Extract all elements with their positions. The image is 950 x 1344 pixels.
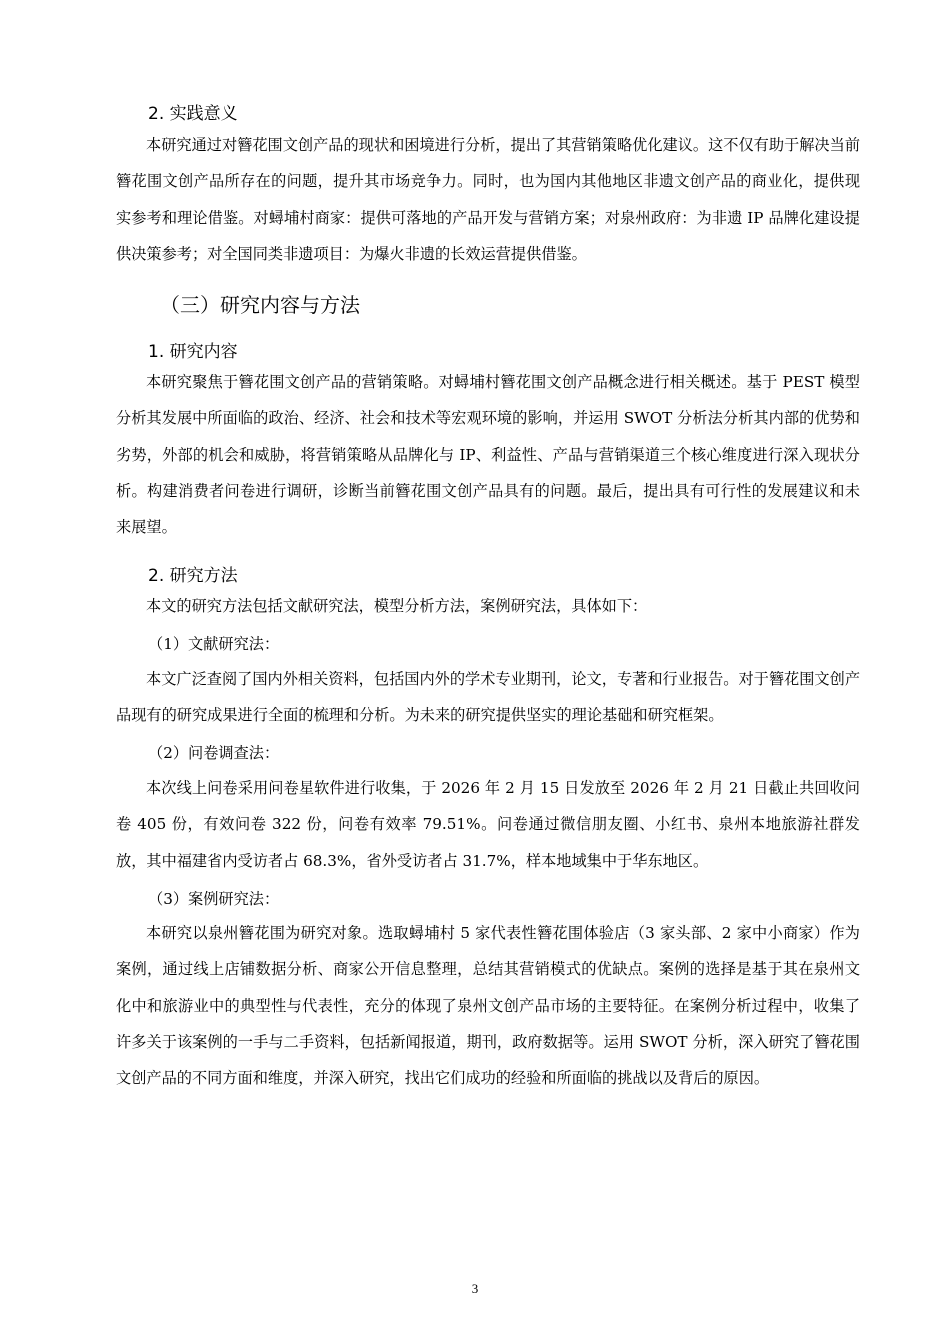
survey-method-heading: （2）问卷调查法： [148, 744, 280, 762]
research-method-intro: 本文的研究方法包括文献研究法，模型分析方法，案例研究法，具体如下： [146, 597, 648, 615]
literature-method-paragraph: 本文广泛查阅了国内外相关资料，包括国内外的学术专业期刊，论文，专著和行业报告。对于簪花围文创产品现有的研究成果进行全面的梳理和分析。为未来的研究提供坚实的理论基础和研究框架。 [116, 670, 860, 725]
research-content-heading: 1. 研究内容 [148, 342, 238, 362]
section-three-heading: （三）研究内容与方法 [160, 293, 360, 317]
case-method-paragraph: 本研究以泉州簪花围为研究对象。选取蟳埔村 5 家代表性簪花围体验店（3 家头部、2 家中小商家）作为案例，通过线上店铺数据分析、商家公开信息整理，总结其营销模式的优缺点。案例的选择是基于其在泉州文化中和旅游业中的典型性与代表性，充分的体现了泉州文创产品市场的主要特征。在案例分析过程中，收集了许多关于该案例的一手与二手资料，包括新闻报道，期刊，政府数据等。运用 SWOT 分析，深入研究了簪花围文创产品的不同方面和维度，并深入研究，找出它们成功的经验和所面临的挑战以及背后的原因。 [116, 924, 860, 1088]
page-number: 3 [471, 1281, 479, 1296]
literature-method-heading: （1）文献研究法： [148, 635, 280, 653]
practical-significance-heading: 2. 实践意义 [148, 104, 238, 124]
research-method-heading: 2. 研究方法 [148, 566, 238, 586]
research-content-paragraph: 本研究聚焦于簪花围文创产品的营销策略。对蟳埔村簪花围文创产品概念进行相关概述。基于 PEST 模型分析其发展中所面临的政治、经济、社会和技术等宏观环境的影响，并运用 SWOT 分析法分析其内部的优势和劣势，外部的机会和威胁，将营销策略从品牌化与 IP、利益性、产品与营销渠道三个核心维度进行深入现状分析。构建消费者问卷进行调研，诊断当前簪花围文创产品具有的问题。最后，提出具有可行性的发展建议和未来展望。 [116, 373, 860, 537]
survey-method-paragraph: 本次线上问卷采用问卷星软件进行收集，于 2026 年 2 月 15 日发放至 2026 年 2 月 21 日截止共回收问卷 405 份，有效问卷 322 份，问卷有效率 79.51%。问卷通过微信朋友圈、小红书、泉州本地旅游社群发放，其中福建省内受访者占 68.3%，省外受访者占 31.7%，样本地域集中于华东地区。 [116, 779, 860, 870]
case-method-heading: （3）案例研究法： [148, 890, 280, 908]
practical-significance-paragraph: 本研究通过对簪花围文创产品的现状和困境进行分析，提出了其营销策略优化建议。这不仅有助于解决当前簪花围文创产品所存在的问题，提升其市场竞争力。同时，也为国内其他地区非遗文创产品的商业化，提供现实参考和理论借鉴。对蟳埔村商家：提供可落地的产品开发与营销方案；对泉州政府：为非遗 IP 品牌化建设提供决策参考；对全国同类非遗项目：为爆火非遗的长效运营提供借鉴。 [116, 136, 860, 263]
